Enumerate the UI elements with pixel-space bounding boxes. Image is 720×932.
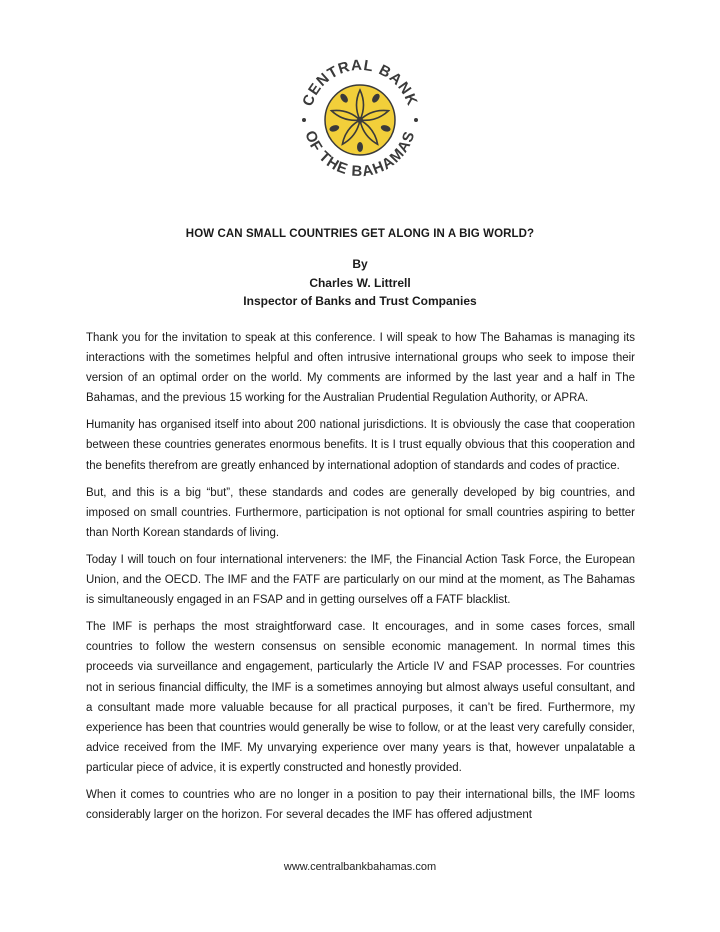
speech-title: HOW CAN SMALL COUNTRIES GET ALONG IN A BIG WORLD? bbox=[185, 228, 535, 240]
author-role: Inspector of Banks and Trust Companies bbox=[243, 294, 477, 308]
paragraph: Today I will touch on four international interveners: the IMF, the Financial Action Task Force, the European Union, and the OECD. The IMF and the FATF are particularly on our mind at the moment, as The Bahamas is simultaneously engaged in an FSAP and in getting ourselves off a FATF blacklist. bbox=[86, 553, 635, 607]
central-bank-logo bbox=[290, 50, 430, 190]
sand-dollar-seal-icon bbox=[290, 50, 430, 190]
paragraph: When it comes to countries who are no longer in a position to pay their international bills, the IMF looms considerably larger on the horizon. For several decades the IMF has offered adjustment bbox=[86, 788, 635, 822]
speech-body bbox=[86, 328, 635, 832]
paragraph: Humanity has organised itself into about 200 national jurisdictions. It is obviously the case that cooperation between these countries generates enormous benefits. It is I trust equally obvious that this cooperation and the benefits therefrom are greatly enhanced by international adoption of standards and codes of practice. bbox=[86, 419, 635, 472]
byline-by: By bbox=[352, 257, 368, 271]
paragraph: Thank you for the invitation to speak at this conference. I will speak to how The Bahamas is managing its interactions with the sometimes helpful and often intrusive international groups who seek to impose their version of an optimal order on the world. My comments are informed by the last year and a half in The Bahamas, and the previous 15 working for the Australian Prudential Regulation Authority, or APRA. bbox=[86, 332, 635, 405]
footer-website-link[interactable]: www.centralbankbahamas.com bbox=[283, 861, 437, 873]
logo-text-top: CENTRAL BANK bbox=[299, 56, 421, 109]
byline bbox=[0, 255, 720, 311]
paragraph: The IMF is perhaps the most straightforward case. It encourages, and in some cases forces, small countries to follow the western consensus on sensible economic management. In normal times this proceeds via surveillance and engagement, particularly the Article IV and FSAP processes. For countries not in serious financial difficulty, the IMF is a sometimes annoying but almost always useful consultant, and a consultant made more valuable because for all practical purposes, it can’t be fired. Furthermore, my experience has been that countries would generally be wise to follow, or at the least very carefully consider, advice received from the IMF. My unvarying experience over many years is that, however unpalatable a particular piece of advice, it is expertly constructed and honestly provided. bbox=[86, 621, 635, 774]
author-name: Charles W. Littrell bbox=[309, 275, 411, 290]
paragraph: But, and this is a big “but”, these standards and codes are generally developed by big countries, and imposed on small countries. Furthermore, participation is not optional for small countries aspiring to better than North Korean standards of living. bbox=[86, 486, 635, 539]
logo-text-bottom: OF THE BAHAMAS bbox=[301, 128, 419, 181]
